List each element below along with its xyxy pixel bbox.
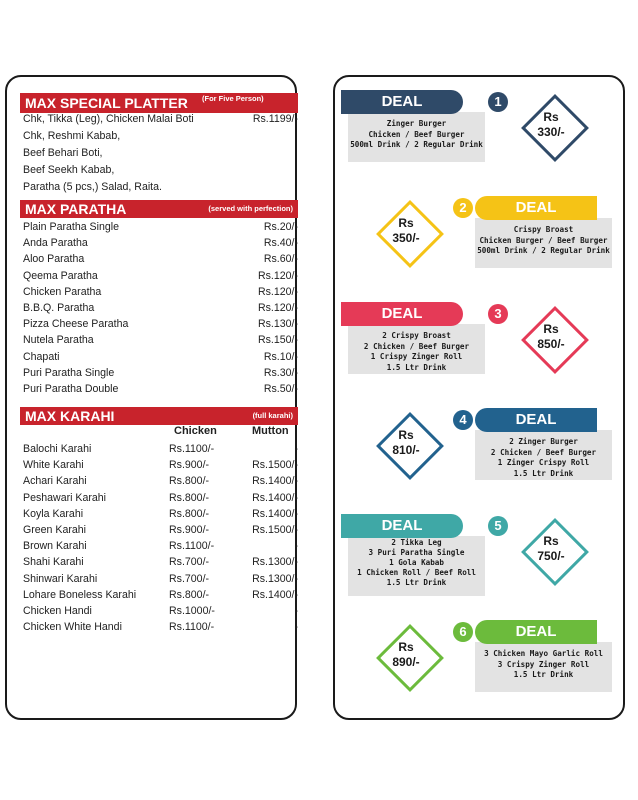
mutton-price: - (294, 443, 298, 455)
item-name: Anda Paratha (23, 237, 88, 250)
item-name: Puri Paratha Double (23, 383, 119, 395)
chicken-price: Rs.1100/- (169, 621, 215, 634)
chicken-price: Rs.800/- (169, 475, 210, 488)
karahi-item (23, 473, 298, 489)
paratha-header (20, 200, 298, 218)
price-currency: Rs (543, 322, 559, 336)
platter-line-text: Beef Behari Boti, (23, 147, 103, 159)
deal-item-line: 1 Zinger Crispy Roll (497, 458, 590, 467)
deal-item-line: 1.5 Ltr Drink (513, 468, 574, 478)
karahi-title: MAX KARAHI (25, 408, 115, 424)
chicken-price: Rs.800/- (169, 491, 210, 504)
deal-items (475, 642, 612, 692)
deal-price (371, 216, 441, 246)
chicken-price: Rs.1100/- (169, 540, 215, 553)
item-name: Shinwari Karahi (23, 572, 98, 585)
chicken-price: Rs.700/- (169, 556, 210, 569)
platter-line (23, 145, 298, 161)
karahi-item (23, 571, 298, 587)
deal-tab: DEAL (475, 408, 597, 432)
deal-tab: DEAL (475, 620, 597, 644)
deal-items (348, 536, 485, 596)
left-menu-panel (5, 75, 297, 720)
deal-number-badge: 3 (488, 304, 508, 324)
platter-line-text: Beef Seekh Kabab, (23, 164, 115, 176)
item-name: Chicken Paratha (23, 285, 102, 298)
deal-item-line: 1.5 Ltr Drink (386, 362, 447, 372)
mutton-price: Rs.1300/- (252, 572, 298, 585)
item-name: Puri Paratha Single (23, 366, 115, 379)
deal-price (516, 110, 586, 140)
deal-number-badge: 4 (453, 410, 473, 430)
chicken-price: Rs.800/- (169, 588, 210, 601)
platter-price: Rs.1199/- (252, 113, 298, 125)
price-currency: Rs (398, 216, 414, 230)
item-name: Koyla Karahi (23, 507, 84, 520)
paratha-subtitle: (served with perfection) (208, 204, 293, 213)
price-currency: Rs (543, 110, 559, 124)
karahi-item (23, 522, 298, 538)
price-value: 810/- (392, 443, 420, 457)
mutton-price: Rs.1500/- (252, 459, 298, 472)
paratha-item (23, 365, 298, 381)
chicken-price: Rs.900/- (169, 459, 210, 472)
price-currency: Rs (398, 428, 414, 442)
karahi-col-mutton: Mutton (252, 425, 289, 437)
paratha-title: MAX PARATHA (25, 201, 127, 217)
deal-item-line: 1.5 Ltr Drink (513, 670, 574, 679)
item-price: Rs.150/- (257, 334, 298, 347)
mutton-price: Rs.1400/- (252, 475, 298, 488)
deal-price (371, 640, 441, 670)
platter-line (23, 162, 298, 178)
deal-item-line: 2 Chicken / Beef Burger (363, 341, 470, 351)
item-name: Chapati (23, 350, 60, 363)
item-price: Rs.50/- (263, 383, 298, 395)
deal-items (475, 430, 612, 480)
item-name: Balochi Karahi (23, 443, 92, 455)
mutton-price: - (294, 605, 298, 617)
paratha-item (23, 251, 298, 267)
item-name: Qeema Paratha (23, 269, 98, 282)
platter-subtitle: (For Five Person) (202, 94, 264, 103)
deal-item-line: 1 Gola Kabab (389, 558, 444, 567)
deal-item-line: Crispy Broast (513, 225, 574, 234)
item-name: Achari Karahi (23, 475, 87, 488)
deal-tab: DEAL (341, 90, 463, 114)
price-value: 890/- (392, 655, 420, 669)
mutton-price: - (294, 540, 298, 553)
item-name: Nutela Paratha (23, 334, 94, 347)
price-value: 350/- (392, 231, 420, 245)
platter-line (23, 179, 298, 195)
item-price: Rs.130/- (257, 318, 298, 331)
paratha-item (23, 332, 298, 348)
deal-price (371, 428, 441, 458)
deal-item-line: 500ml Drink / 2 Regular Drink (350, 140, 483, 149)
platter-line-text: Paratha (5 pcs,) Salad, Raita. (23, 181, 162, 193)
deal-item-line: 1.5 Ltr Drink (386, 578, 447, 587)
mutton-price: Rs.1400/- (252, 491, 298, 504)
deal-item-line: 2 Chicken / Beef Burger (490, 447, 597, 457)
item-name: Peshawari Karahi (23, 491, 107, 504)
mutton-price: - (294, 621, 298, 634)
mutton-price: Rs.1400/- (252, 588, 298, 601)
platter-line (23, 128, 298, 144)
deal-number-badge: 5 (488, 516, 508, 536)
mutton-price: Rs.1400/- (252, 507, 298, 520)
platter-line (23, 111, 298, 127)
deal-price (516, 322, 586, 352)
paratha-item (23, 316, 298, 332)
deal-price (516, 534, 586, 564)
mutton-price: Rs.1300/- (252, 556, 298, 569)
paratha-item (23, 219, 298, 235)
item-price: Rs.20/- (263, 221, 298, 233)
item-name: Brown Karahi (23, 540, 87, 553)
mutton-price: Rs.1500/- (252, 524, 298, 536)
platter-line-text: Chk, Reshmi Kabab, (23, 130, 121, 142)
item-name: Green Karahi (23, 524, 87, 536)
item-name: White Karahi (23, 459, 84, 472)
deal-number-badge: 1 (488, 92, 508, 112)
deal-items (348, 112, 485, 162)
karahi-item (23, 506, 298, 522)
item-name: Chicken Handi (23, 605, 92, 617)
platter-title: MAX SPECIAL PLATTER (25, 95, 188, 111)
chicken-price: Rs.1100/- (169, 443, 215, 455)
item-name: B.B.Q. Paratha (23, 302, 95, 314)
item-price: Rs.10/- (263, 350, 298, 363)
platter-line-text: Chk, Tikka (Leg), Chicken Malai Boti (23, 113, 194, 125)
paratha-item (23, 349, 298, 365)
deal-item-line: 1 Crispy Zinger Roll (370, 352, 463, 361)
karahi-subtitle: (full karahi) (252, 411, 293, 420)
price-value: 330/- (537, 125, 565, 139)
item-name: Plain Paratha Single (23, 221, 119, 233)
item-name: Pizza Cheese Paratha (23, 318, 129, 331)
item-price: Rs.40/- (263, 237, 298, 250)
price-value: 850/- (537, 337, 565, 351)
right-deals-panel (333, 75, 625, 720)
deal-item-line: 3 Chicken Mayo Garlic Roll (484, 649, 603, 658)
deal-number-badge: 6 (453, 622, 473, 642)
paratha-item (23, 300, 298, 316)
item-price: Rs.60/- (263, 253, 298, 266)
item-price: Rs.30/- (263, 366, 298, 379)
chicken-price: Rs.1000/- (169, 605, 215, 617)
paratha-item (23, 284, 298, 300)
karahi-item (23, 538, 298, 554)
karahi-item (23, 490, 298, 506)
paratha-item (23, 235, 298, 251)
deal-item-line: Chicken Burger / Beef Burger (479, 235, 608, 245)
deal-items (348, 324, 485, 374)
chicken-price: Rs.800/- (169, 507, 210, 520)
price-value: 750/- (537, 549, 565, 563)
price-currency: Rs (398, 640, 414, 654)
item-price: Rs.120/- (257, 302, 298, 314)
karahi-item (23, 457, 298, 473)
item-name: Shahi Karahi (23, 556, 84, 569)
item-name: Aloo Paratha (23, 253, 85, 266)
deal-tab: DEAL (341, 302, 463, 326)
deal-item-line: 2 Crispy Broast (382, 331, 451, 340)
deal-tab: DEAL (341, 514, 463, 538)
deal-number-badge: 2 (453, 198, 473, 218)
deal-item-line: Zinger Burger (386, 119, 447, 128)
karahi-header (20, 407, 298, 425)
deal-item-line: Chicken / Beef Burger (368, 129, 465, 139)
deal-item-line: 500ml Drink / 2 Regular Drink (477, 246, 610, 255)
item-name: Lohare Boneless Karahi (23, 588, 137, 601)
chicken-price: Rs.700/- (169, 572, 210, 585)
deal-items (475, 218, 612, 268)
price-currency: Rs (543, 534, 559, 548)
item-name: Chicken White Handi (23, 621, 122, 634)
deal-item-line: 2 Tikka Leg (391, 538, 442, 547)
karahi-item (23, 619, 298, 635)
deal-item-line: 1 Chicken Roll / Beef Roll (357, 568, 476, 577)
deal-item-line: 2 Zinger Burger (509, 437, 578, 446)
karahi-item (23, 587, 298, 603)
karahi-col-chicken: Chicken (174, 425, 217, 437)
paratha-item (23, 268, 298, 284)
item-price: Rs.120/- (257, 285, 298, 298)
deal-tab: DEAL (475, 196, 597, 220)
item-price: Rs.120/- (257, 269, 298, 282)
paratha-item (23, 381, 298, 397)
platter-header (20, 93, 298, 113)
karahi-item (23, 603, 298, 619)
deal-item-line: 3 Crispy Zinger Roll (497, 659, 590, 669)
deal-item-line: 3 Puri Paratha Single (368, 548, 465, 557)
karahi-item (23, 554, 298, 570)
chicken-price: Rs.900/- (169, 524, 210, 536)
karahi-item (23, 441, 298, 457)
